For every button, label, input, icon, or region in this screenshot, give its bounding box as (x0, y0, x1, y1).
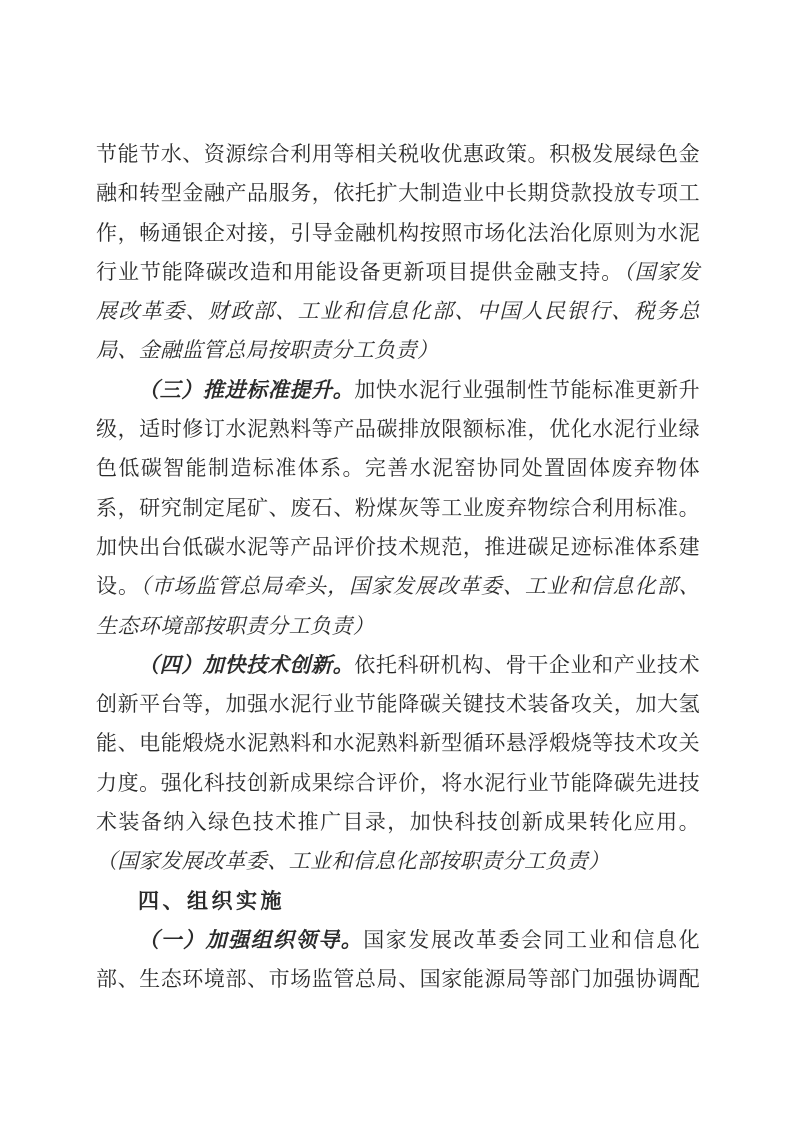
text-run-kai-bold: （三）推进标准提升。 (138, 377, 355, 402)
document-text (96, 135, 700, 1000)
text-run-song: 国家发展改革委会同工业和信息化部、生态环境部、市场监管总局、国家能源局等部门加强协调配 (96, 927, 700, 992)
text-run-kai-bold: （一）加强组织领导。 (138, 927, 364, 952)
text-run-kai: （国家发展改革委、财政部、工业和信息化部、中国人民银行、税务总局、金融监管总局按职责分工负责） (96, 259, 700, 363)
numbered-item (96, 371, 700, 646)
text-run-kai: （国家发展改革委、工业和信息化部按职责分工负责） (96, 849, 610, 874)
numbered-item (96, 646, 700, 882)
text-run-kai-bold: （四）加快技术创新。 (138, 652, 355, 677)
text-run-song: 依托科研机构、骨干企业和产业技术创新平台等，加强水泥行业节能降碳关键技术装备攻关，加大氢能、电能煅烧水泥熟料和水泥熟料新型循环悬浮煅烧等技术攻关力度。强化科技创新成果综合评价，将水泥行业节能降碳先进技术装备纳入绿色技术推广目录，加快科技创新成果转化应用。 (96, 652, 701, 835)
section-heading (96, 882, 700, 921)
text-run-song: 加快水泥行业强制性节能标准更新升级，适时修订水泥熟料等产品碳排放限额标准，优化水泥行业绿色低碳智能制造标准体系。完善水泥窑协同处置固体废弃物体系，研究制定尾矿、废石、粉煤灰等工业废弃物综合利用标准。加快出台低碳水泥等产品评价技术规范，推进碳足迹标准体系建设。 (96, 377, 701, 599)
text-run-song: 节能节水、资源综合利用等相关税收优惠政策。积极发展绿色金融和转型金融产品服务，依托扩大制造业中长期贷款投放专项工作，畅通银企对接，引导金融机构按照市场化法治化原则为水泥行业节能降碳改造和用能设备更新项目提供金融支持。 (96, 142, 700, 284)
body-continuation (96, 135, 700, 371)
text-run-kai: （市场监管总局牵头，国家发展改革委、工业和信息化部、生态环境部按职责分工负责） (96, 574, 700, 638)
numbered-item (96, 921, 700, 1000)
text-run-hei: 四、组织实施 (138, 889, 285, 913)
